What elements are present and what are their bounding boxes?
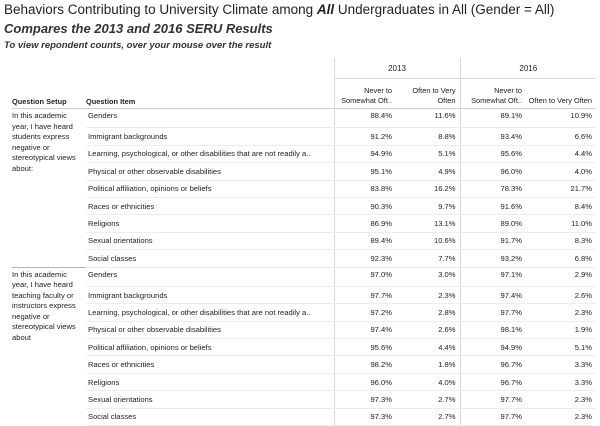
value-2013-often[interactable]: 16.2% [396, 180, 460, 197]
value-2016-never[interactable]: 91.6% [460, 197, 526, 214]
value-2013-never[interactable]: 98.2% [334, 356, 396, 373]
question-item-cell: Religions [86, 215, 334, 232]
value-2013-often[interactable]: 3.0% [396, 267, 460, 286]
col-2016-never: Never to Somewhat Oft.. [460, 79, 526, 109]
value-2013-often[interactable]: 4.9% [396, 163, 460, 180]
table-row [12, 163, 596, 180]
value-2016-often[interactable]: 1.9% [526, 321, 596, 338]
value-2016-often[interactable]: 3.3% [526, 373, 596, 390]
table-row [12, 215, 596, 232]
value-2016-never[interactable]: 91.7% [460, 232, 526, 249]
year-spacer-1 [12, 58, 86, 79]
value-2016-never[interactable]: 97.4% [460, 286, 526, 303]
table-row [12, 180, 596, 197]
table-row [12, 321, 596, 338]
value-2013-often[interactable]: 4.0% [396, 373, 460, 390]
question-item-cell: Political affiliation, opinions or beliefs [86, 339, 334, 356]
value-2016-often[interactable]: 8.4% [526, 197, 596, 214]
value-2013-never[interactable]: 95.6% [334, 339, 396, 356]
question-item-cell: Learning, psychological, or other disabilities that are not readily a.. [86, 145, 334, 162]
value-2013-often[interactable]: 2.8% [396, 304, 460, 321]
question-item-cell: Races or ethnicities [86, 356, 334, 373]
value-2016-never[interactable]: 89.0% [460, 215, 526, 232]
value-2013-never[interactable]: 91.2% [334, 128, 396, 145]
table-row [12, 197, 596, 214]
year-2013-header: 2013 [334, 58, 460, 79]
hover-hint: To view repondent counts, over your mouse over the result [4, 40, 272, 51]
value-2016-often[interactable]: 2.3% [526, 391, 596, 408]
value-2016-never[interactable]: 97.1% [460, 267, 526, 286]
col-question-setup: Question Setup [12, 79, 86, 109]
question-item-cell: Races or ethnicities [86, 197, 334, 214]
results-body [12, 109, 596, 426]
value-2016-never[interactable]: 96.7% [460, 356, 526, 373]
year-2016-header: 2016 [460, 58, 596, 79]
value-2013-often[interactable]: 9.7% [396, 197, 460, 214]
value-2016-never[interactable]: 94.9% [460, 339, 526, 356]
title-emphasis: All [316, 2, 335, 17]
value-2013-never[interactable]: 95.1% [334, 163, 396, 180]
question-item-cell: Genders [86, 109, 334, 128]
table-row [12, 391, 596, 408]
table-row [12, 304, 596, 321]
value-2016-never[interactable]: 96.0% [460, 163, 526, 180]
value-2013-never[interactable]: 94.9% [334, 145, 396, 162]
question-item-cell: Sexual orientations [86, 391, 334, 408]
col-2013-often: Often to Very Often [396, 79, 460, 109]
question-setup-cell: In this academic year, I have heard teaching faculty or instructors express negative or stereotypical views about [12, 267, 86, 426]
value-2016-never[interactable]: 97.7% [460, 391, 526, 408]
value-2016-often[interactable]: 2.3% [526, 408, 596, 425]
value-2013-never[interactable]: 97.3% [334, 391, 396, 408]
value-2016-often[interactable]: 4.4% [526, 145, 596, 162]
value-2016-often[interactable]: 6.8% [526, 250, 596, 267]
value-2013-never[interactable]: 90.3% [334, 197, 396, 214]
value-2016-never[interactable]: 89.1% [460, 109, 526, 128]
value-2013-never[interactable]: 88.4% [334, 109, 396, 128]
value-2016-never[interactable]: 93.4% [460, 128, 526, 145]
col-2013-never: Never to Somewhat Oft.. [334, 79, 396, 109]
question-item-cell: Political affiliation, opinions or beliefs [86, 180, 334, 197]
value-2016-often[interactable]: 2.6% [526, 286, 596, 303]
question-item-cell: Learning, psychological, or other disabilities that are not readily a.. [86, 304, 334, 321]
col-question-item: Question Item [86, 79, 334, 109]
value-2013-often[interactable]: 13.1% [396, 215, 460, 232]
year-spacer-2 [86, 58, 334, 79]
table-row [12, 408, 596, 425]
value-2013-never[interactable]: 92.3% [334, 250, 396, 267]
value-2016-often[interactable]: 11.0% [526, 215, 596, 232]
value-2013-never[interactable]: 86.9% [334, 215, 396, 232]
table-row [12, 286, 596, 303]
question-item-cell: Immigrant backgrounds [86, 128, 334, 145]
value-2016-often[interactable]: 10.9% [526, 109, 596, 128]
table-row [12, 145, 596, 162]
value-2013-never[interactable]: 97.0% [334, 267, 396, 286]
results-table [12, 58, 596, 426]
value-2013-often[interactable]: 5.1% [396, 145, 460, 162]
question-item-cell: Physical or other observable disabilities [86, 321, 334, 338]
table-row [12, 267, 596, 286]
value-2013-often[interactable]: 11.6% [396, 109, 460, 128]
value-2013-often[interactable]: 1.8% [396, 356, 460, 373]
value-2013-often[interactable]: 10.6% [396, 232, 460, 249]
question-item-cell: Physical or other observable disabilities [86, 163, 334, 180]
value-2016-often[interactable]: 4.0% [526, 163, 596, 180]
table-row [12, 128, 596, 145]
question-item-cell: Social classes [86, 408, 334, 425]
value-2016-never[interactable]: 97.7% [460, 304, 526, 321]
value-2016-often[interactable]: 8.3% [526, 232, 596, 249]
value-2013-never[interactable]: 97.3% [334, 408, 396, 425]
year-header-row [12, 58, 596, 79]
question-item-cell: Sexual orientations [86, 232, 334, 249]
table-row [12, 356, 596, 373]
table-row [12, 250, 596, 267]
question-item-cell: Immigrant backgrounds [86, 286, 334, 303]
value-2016-often[interactable]: 5.1% [526, 339, 596, 356]
value-2013-never[interactable]: 83.8% [334, 180, 396, 197]
value-2013-often[interactable]: 7.7% [396, 250, 460, 267]
report-subtitle: Compares the 2013 and 2016 SERU Results [4, 21, 273, 36]
value-2016-never[interactable]: 97.7% [460, 408, 526, 425]
value-2013-often[interactable]: 2.7% [396, 391, 460, 408]
value-2016-never[interactable]: 95.6% [460, 145, 526, 162]
value-2016-often[interactable]: 2.3% [526, 304, 596, 321]
question-setup-cell: In this academic year, I have heard students express negative or stereotypical views about: [12, 111, 76, 173]
value-2016-never[interactable]: 78.3% [460, 180, 526, 197]
value-2016-often[interactable]: 2.9% [526, 267, 596, 286]
value-2016-often[interactable]: 21.7% [526, 180, 596, 197]
value-2013-never[interactable]: 96.0% [334, 373, 396, 390]
table-row [12, 339, 596, 356]
title-text-2: Undergraduates in All (Gender = All) [334, 2, 555, 17]
value-2016-often[interactable]: 3.3% [526, 356, 596, 373]
value-2013-never[interactable]: 97.2% [334, 304, 396, 321]
value-2016-never[interactable]: 98.1% [460, 321, 526, 338]
value-2013-never[interactable]: 97.4% [334, 321, 396, 338]
table-row [12, 373, 596, 390]
value-2013-never[interactable]: 89.4% [334, 232, 396, 249]
value-2016-never[interactable]: 93.2% [460, 250, 526, 267]
value-2013-often[interactable]: 4.4% [396, 339, 460, 356]
value-2013-often[interactable]: 2.3% [396, 286, 460, 303]
col-2016-often: Often to Very Often [526, 79, 596, 109]
report-title [4, 2, 554, 17]
value-2013-never[interactable]: 97.7% [334, 286, 396, 303]
value-2016-often[interactable]: 6.6% [526, 128, 596, 145]
question-item-cell: Genders [86, 267, 334, 286]
table-row [12, 232, 596, 249]
question-item-cell: Religions [86, 373, 334, 390]
question-item-cell: Social classes [86, 250, 334, 267]
column-header-row [12, 79, 596, 109]
value-2013-often[interactable]: 2.7% [396, 408, 460, 425]
value-2016-never[interactable]: 96.7% [460, 373, 526, 390]
value-2013-often[interactable]: 2.6% [396, 321, 460, 338]
table-row [12, 109, 596, 128]
title-text-1: Behaviors Contributing to University Climate among [4, 2, 317, 17]
value-2013-often[interactable]: 8.8% [396, 128, 460, 145]
